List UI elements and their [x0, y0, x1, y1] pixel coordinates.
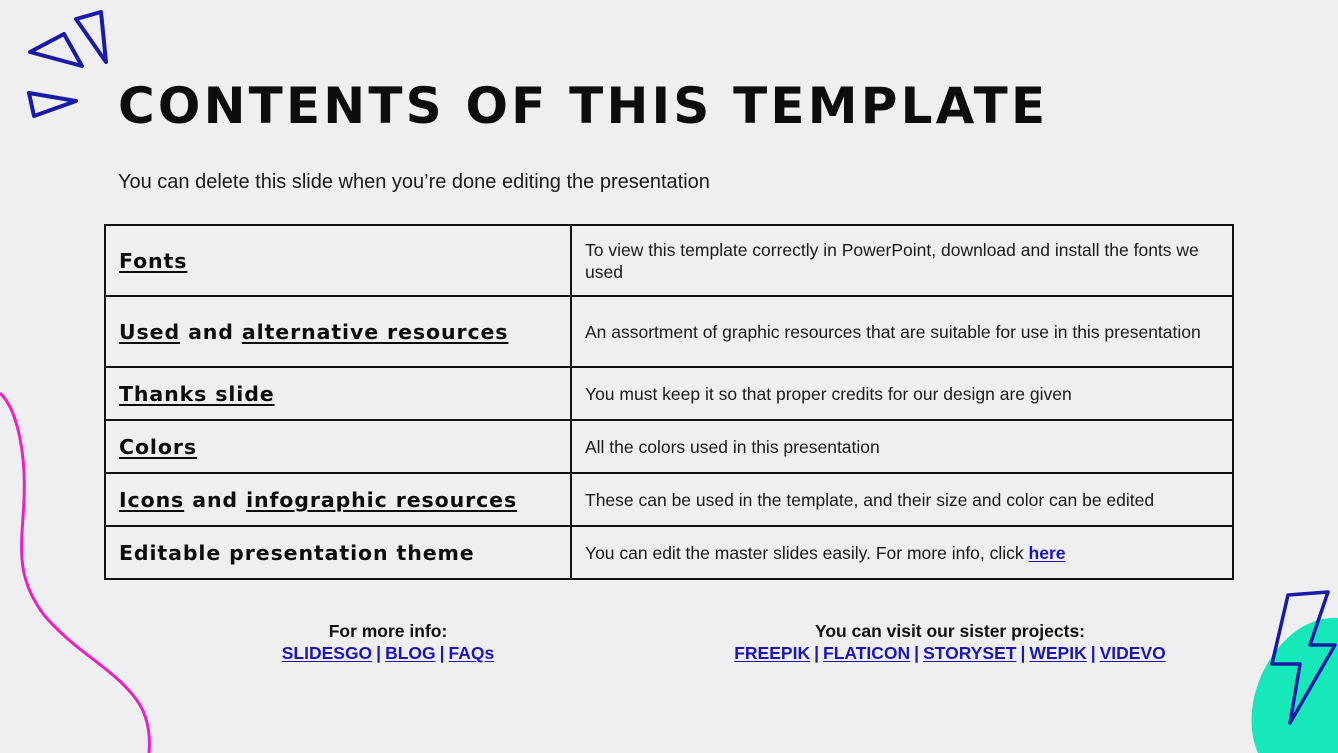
footer-link-wepik[interactable]: WEPIK — [1029, 643, 1087, 663]
topic-link[interactable]: Icons — [119, 487, 185, 512]
row-description — [571, 526, 1233, 579]
topic-text: and — [184, 487, 247, 512]
contents-table — [104, 224, 1234, 580]
page-subtitle: You can delete this slide when you’re done editing the presentation — [118, 171, 710, 193]
row-topic — [105, 473, 571, 526]
link-separator: | — [1020, 643, 1026, 663]
topic-text: and — [180, 319, 242, 344]
description-text: You can edit the master slides easily. For more info, click — [585, 542, 1029, 563]
footer-sister-projects — [690, 620, 1210, 664]
footer-left-links — [248, 642, 528, 664]
footer-link-blog[interactable]: BLOG — [385, 643, 436, 663]
topic-link[interactable]: Fonts — [119, 248, 188, 273]
topic-link[interactable]: Thanks slide — [119, 381, 275, 406]
link-separator: | — [814, 643, 819, 663]
footer-link-videvo[interactable]: VIDEVO — [1099, 643, 1166, 663]
table-row — [105, 473, 1233, 526]
footer-right-heading: You can visit our sister projects: — [814, 621, 1086, 641]
page-title: CONTENTS OF THIS TEMPLATE — [118, 77, 1049, 135]
footer-link-flaticon[interactable]: FLATICON — [823, 643, 911, 663]
row-description — [571, 296, 1233, 367]
footer-link-freepik[interactable]: FREEPIK — [734, 643, 811, 663]
description-text: An assortment of graphic resources that are suitable for use in this presentation — [585, 321, 1201, 342]
topic-text: Editable presentation theme — [119, 540, 475, 565]
row-topic — [105, 296, 571, 367]
here-link[interactable]: here — [1028, 542, 1066, 563]
link-separator: | — [914, 643, 920, 663]
table-row — [105, 526, 1233, 579]
triangle-doodle-icon — [29, 12, 106, 116]
topic-link[interactable]: alternative resources — [241, 319, 509, 344]
row-description — [571, 420, 1233, 473]
row-topic — [105, 225, 571, 296]
topic-link[interactable]: infographic resources — [246, 487, 518, 512]
row-description — [571, 367, 1233, 420]
footer-link-storyset[interactable]: STORYSET — [923, 643, 1017, 663]
row-topic — [105, 367, 571, 420]
topic-link[interactable]: Colors — [119, 434, 197, 459]
row-topic — [105, 526, 571, 579]
link-separator: | — [1090, 643, 1096, 663]
table-row — [105, 367, 1233, 420]
topic-link[interactable]: Used — [119, 319, 181, 344]
description-text: All the colors used in this presentation — [585, 436, 880, 457]
footer-link-faqs[interactable]: FAQs — [448, 643, 495, 663]
description-text: These can be used in the template, and their size and color can be edited — [585, 489, 1155, 510]
link-separator: | — [376, 643, 382, 663]
footer-left-heading: For more info: — [328, 621, 448, 641]
footer-link-slidesgo[interactable]: SLIDESGO — [281, 643, 373, 663]
row-description — [571, 225, 1233, 296]
table-row — [105, 420, 1233, 473]
footer-right-links — [690, 642, 1210, 664]
description-text: You must keep it so that proper credits for our design are given — [585, 383, 1072, 404]
table-row — [105, 296, 1233, 367]
table-row — [105, 225, 1233, 296]
footer-more-info — [248, 620, 528, 664]
row-topic — [105, 420, 571, 473]
row-description — [571, 473, 1233, 526]
link-separator: | — [439, 643, 445, 663]
description-text: To view this template correctly in PowerPoint, download and install the fonts we used — [585, 239, 1199, 282]
